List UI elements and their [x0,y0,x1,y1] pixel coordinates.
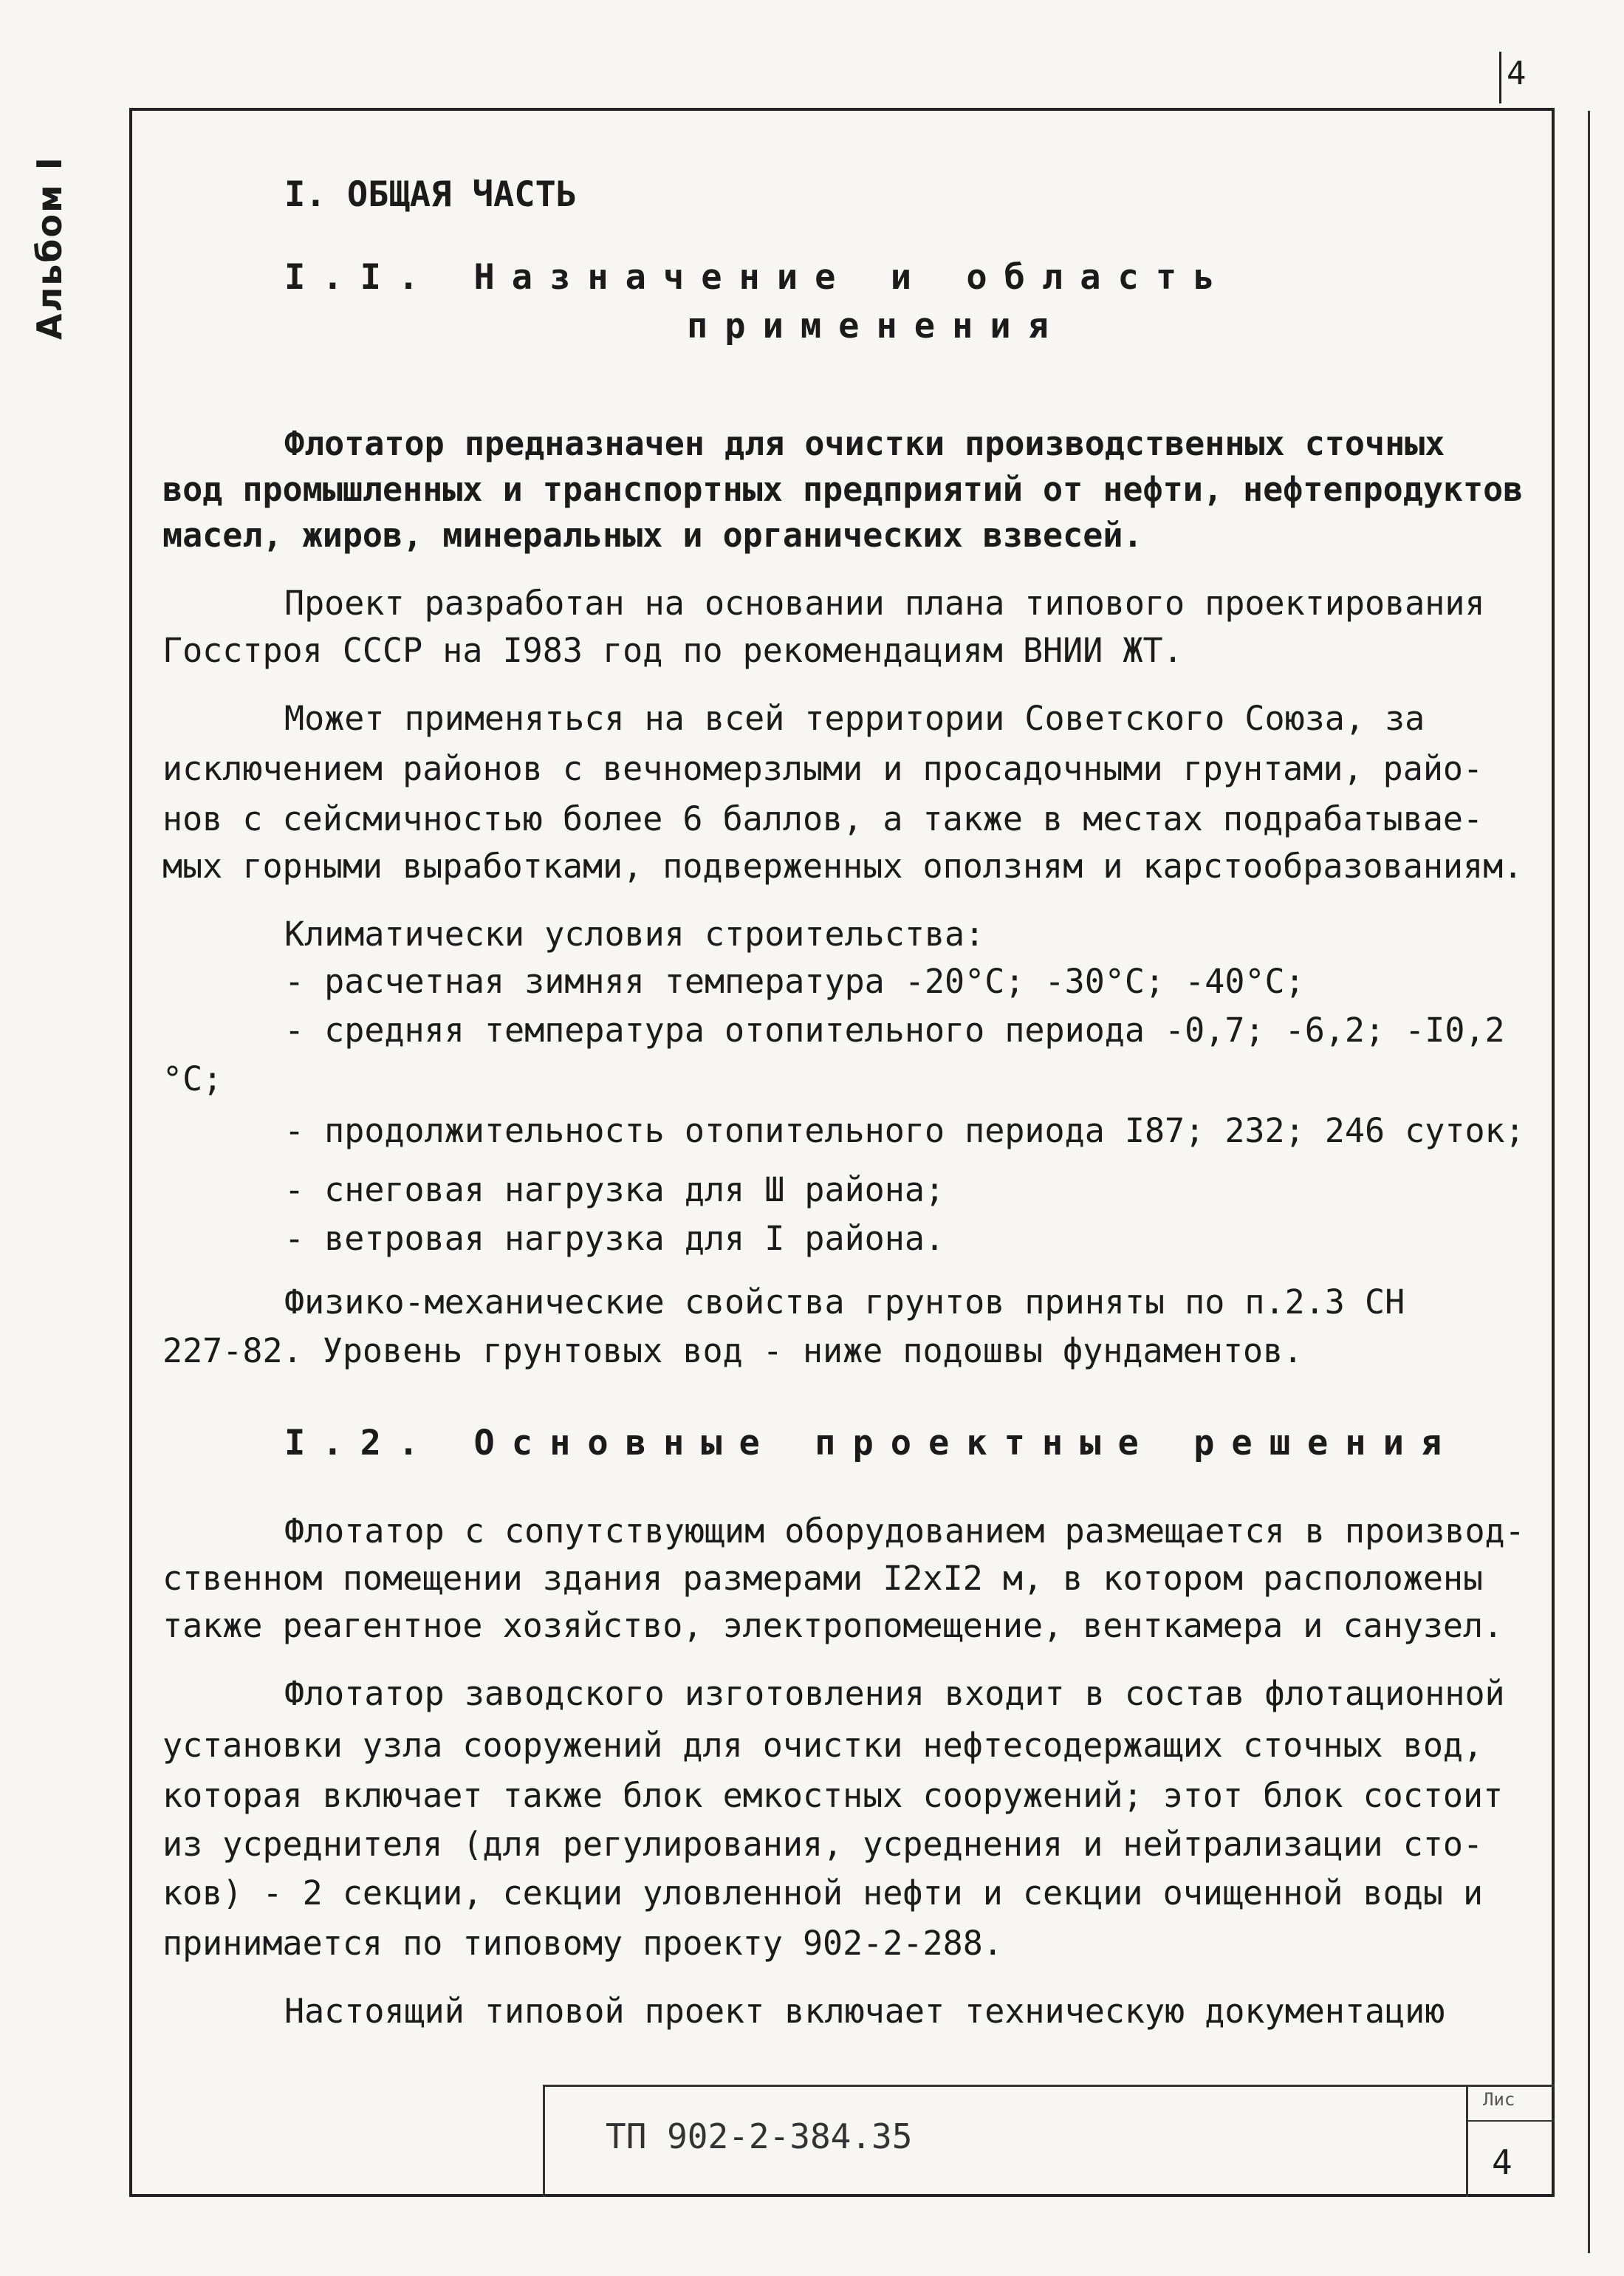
text-line: принимается по типовому проекту 902-2-288. [162,1924,1003,1963]
text-line: также реагентное хозяйство, электропомещение, венткамера и санузел. [162,1606,1504,1645]
text-line: Может применяться на всей территории Советского Союза, за [284,699,1425,738]
document-code: ТП 902-2-384.35 [606,2116,913,2156]
text-line: которая включает также блок емкостных сооружений; этот блок состоит [162,1776,1504,1815]
text-line: вод промышленных и транспортных предприятий от нефти, нефтепродуктов [162,470,1524,509]
text-line: - ветровая нагрузка для I района. [284,1219,945,1258]
album-label: Альбом I [30,156,69,340]
text-line: Флотатор предназначен для очистки производственных сточных [284,424,1445,463]
top-margin-tick [1499,52,1501,103]
text-line: - продолжительность отопительного периода I87; 232; 246 суток; [284,1111,1525,1150]
text-line: °С; [162,1059,223,1098]
subsection-title-1-2: I.2. Основные проектные решения [284,1423,1459,1463]
sheet-divider [1466,2120,1555,2122]
text-line: из усреднителя (для регулирования, усреднения и нейтрализации сто- [162,1825,1484,1864]
section-title: I. ОБЩАЯ ЧАСТЬ [284,174,578,215]
subsection-title-1-1-continued: применения [687,306,1066,346]
text-line: мых горными выработками, подверженных оползням и карстообразованиям. [162,847,1524,886]
subsection-title-1-1: I.I. Назначение и область [284,257,1232,298]
text-line: Проект разработан на основании плана типового проектирования [284,584,1485,623]
text-line: Флотатор заводского изготовления входит в состав флотационной [284,1674,1505,1713]
text-line: нов с сейсмичностью более 6 баллов, а также в местах подрабатывае- [162,799,1484,838]
text-line: Флотатор с сопутствующим оборудованием размещается в производ- [284,1511,1525,1551]
sheet-label: Лис [1483,2089,1515,2110]
text-line: ственном помещении здания размерами I2хI2 м, в котором расположены [162,1559,1484,1598]
text-line: - снеговая нагрузка для Ш района; [284,1170,945,1209]
binding-line [1588,111,1590,2253]
text-line: Климатически условия строительства: [284,915,985,954]
text-line: 227-82. Уровень грунтовых вод - ниже подошвы фундаментов. [162,1331,1303,1370]
text-line: масел, жиров, минеральных и органических взвесей. [162,516,1143,555]
sheet-number: 4 [1492,2142,1512,2182]
text-line: ков) - 2 секции, секции уловленной нефти и секции очищенной воды и [162,1873,1484,1913]
text-line: Физико-механические свойства грунтов приняты по п.2.3 СН [284,1282,1405,1322]
text-line: установки узла сооружений для очистки нефтесодержащих сточных вод, [162,1726,1484,1765]
text-line: - средняя температура отопительного периода -0,7; -6,2; -I0,2 [284,1011,1505,1050]
text-line: исключением районов с вечномерзлыми и просадочными грунтами, райо- [162,749,1484,788]
page-number-top: 4 [1507,55,1527,92]
text-line: Настоящий типовой проект включает техническую документацию [284,1992,1445,2031]
text-line: - расчетная зимняя температура -20°С; -30°С; -40°С; [284,962,1305,1001]
text-line: Госстроя СССР на I983 год по рекомендациям ВНИИ ЖТ. [162,631,1183,670]
